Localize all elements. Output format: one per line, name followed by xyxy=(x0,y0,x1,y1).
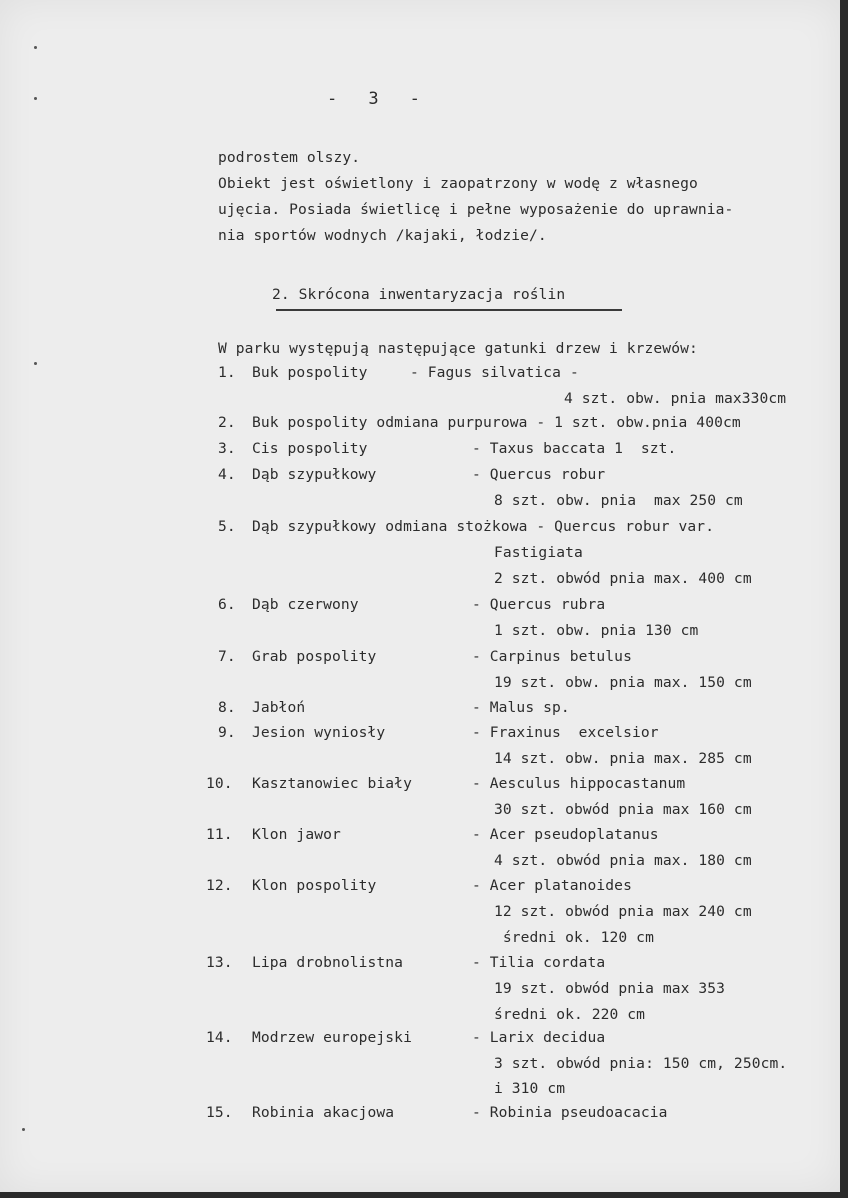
list-item-name: Robinia akacjowa xyxy=(252,1104,395,1121)
list-item-number: 8. xyxy=(218,699,236,716)
scan-speck xyxy=(34,362,37,365)
list-item-latin: - Malus sp. xyxy=(472,699,570,716)
paragraph-line: podrostem olszy. xyxy=(218,149,361,166)
scan-speck xyxy=(34,97,37,100)
list-item-detail: 1 szt. obw. pnia 130 cm xyxy=(494,622,699,639)
list-item-number: 11. xyxy=(206,826,233,843)
list-item-detail: 14 szt. obw. pnia max. 285 cm xyxy=(494,750,752,767)
list-item-detail: średni ok. 120 cm xyxy=(494,929,654,946)
list-item-latin: - Quercus rubra xyxy=(472,596,606,613)
list-item-name: Kasztanowiec biały xyxy=(252,775,412,792)
intro-text: W parku występują następujące gatunki drzew i krzewów: xyxy=(218,340,698,357)
list-item-number: 15. xyxy=(206,1104,233,1121)
list-item-name: Jesion wyniosły xyxy=(252,724,386,741)
paragraph-line: Obiekt jest oświetlony i zaopatrzony w wodę z własnego xyxy=(218,175,698,192)
list-item-number: 5. xyxy=(218,518,236,535)
list-item-name: Grab pospolity xyxy=(252,648,377,665)
list-item-latin: - Robinia pseudoacacia xyxy=(472,1104,668,1121)
list-item-detail: i 310 cm xyxy=(494,1080,566,1097)
list-item-number: 3. xyxy=(218,440,236,457)
list-item-name: Jabłoń xyxy=(252,699,306,716)
paragraph-line: ujęcia. Posiada świetlicę i pełne wyposażenie do uprawnia- xyxy=(218,201,734,218)
list-item-detail: 3 szt. obwód pnia: 150 cm, 250cm. xyxy=(494,1055,788,1072)
list-item-detail: średni ok. 220 cm xyxy=(494,1006,646,1023)
list-item-name: Dąb szypułkowy odmiana stożkowa - Quercus robur var. xyxy=(252,518,715,535)
list-item-number: 13. xyxy=(206,954,233,971)
list-item-detail: 4 szt. obwód pnia max. 180 cm xyxy=(494,852,752,869)
paragraph-line: nia sportów wodnych /kajaki, łodzie/. xyxy=(218,227,547,244)
list-item-detail: 30 szt. obwód pnia max 160 cm xyxy=(494,801,752,818)
list-item-number: 4. xyxy=(218,466,236,483)
list-item-number: 2. xyxy=(218,414,236,431)
list-item-number: 6. xyxy=(218,596,236,613)
list-item-latin: - Tilia cordata xyxy=(472,954,606,971)
section-heading: 2. Skrócona inwentaryzacja roślin xyxy=(272,286,566,303)
scan-speck xyxy=(22,1128,25,1131)
list-item-name: Modrzew europejski xyxy=(252,1029,412,1046)
list-item-detail: 8 szt. obw. pnia max 250 cm xyxy=(494,492,743,509)
list-item-name: Klon jawor xyxy=(252,826,341,843)
list-item-detail: Fastigiata xyxy=(494,544,583,561)
heading-underline xyxy=(276,309,622,311)
list-item-number: 12. xyxy=(206,877,233,894)
list-item-detail: 12 szt. obwód pnia max 240 cm xyxy=(494,903,752,920)
list-item-latin: - Quercus robur xyxy=(472,466,606,483)
scan-speck xyxy=(34,46,37,49)
list-item-detail: 19 szt. obwód pnia max 353 xyxy=(494,980,726,997)
list-item-detail: 19 szt. obw. pnia max. 150 cm xyxy=(494,674,752,691)
list-item-name: Buk pospolity xyxy=(252,364,368,381)
list-item-number: 7. xyxy=(218,648,236,665)
list-item-name: Lipa drobnolistna xyxy=(252,954,404,971)
list-item-latin: - Acer pseudoplatanus xyxy=(472,826,659,843)
list-item-number: 10. xyxy=(206,775,233,792)
list-item-name: Dąb szypułkowy xyxy=(252,466,377,483)
list-item-name: Cis pospolity xyxy=(252,440,368,457)
list-item-latin: - Larix decidua xyxy=(472,1029,606,1046)
list-item-latin: - Acer platanoides xyxy=(472,877,632,894)
list-item-latin: - Fagus silvatica - xyxy=(410,364,579,381)
list-item-number: 1. xyxy=(218,364,236,381)
list-item-detail: 2 szt. obwód pnia max. 400 cm xyxy=(494,570,752,587)
list-item-latin: - Carpinus betulus xyxy=(472,648,632,665)
list-item-detail: 4 szt. obw. pnia max330cm xyxy=(564,390,787,407)
list-item-latin: - Taxus baccata 1 szt. xyxy=(472,440,677,457)
page-number: - 3 - xyxy=(327,89,421,109)
list-item-number: 14. xyxy=(206,1029,233,1046)
list-item-latin: - Aesculus hippocastanum xyxy=(472,775,686,792)
list-item-latin: - Fraxinus excelsior xyxy=(472,724,659,741)
list-item-name: Buk pospolity odmiana purpurowa - 1 szt. obw.pnia 400cm xyxy=(252,414,741,431)
list-item-number: 9. xyxy=(218,724,236,741)
list-item-name: Dąb czerwony xyxy=(252,596,359,613)
list-item-name: Klon pospolity xyxy=(252,877,377,894)
